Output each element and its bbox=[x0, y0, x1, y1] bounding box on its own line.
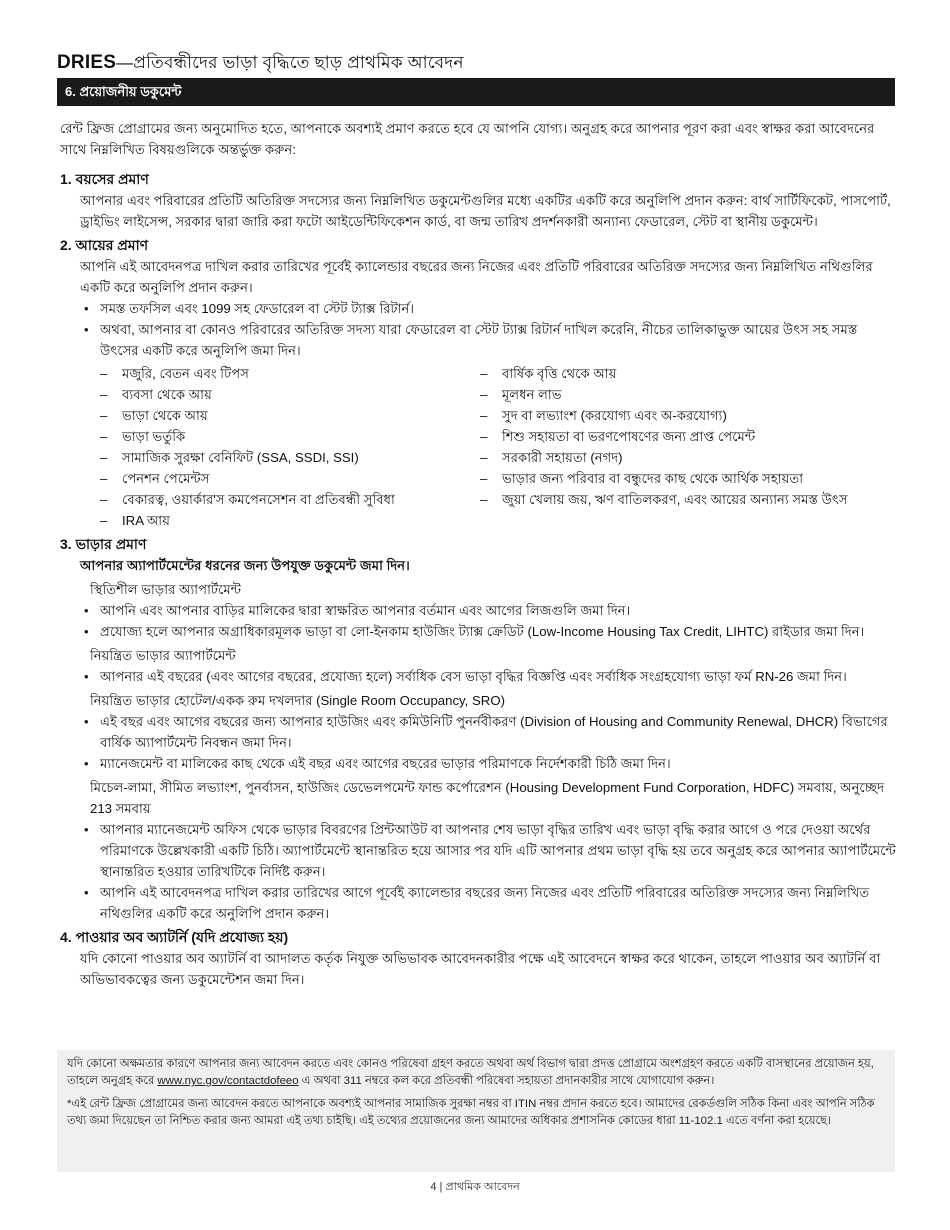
section-header-bar: 6. প্রয়োজনীয় ডকুমেন্ট bbox=[57, 78, 895, 106]
ssn-notice: *এই রেন্ট ফ্রিজ প্রোগ্রামের জন্য আবেদন করতে আপনাকে অবশ্যই আপনার সামাজিক সুরক্ষা নম্বর বা ITIN নম্বর প্রদান করতে হবে। আমাদের রেকর্ডগুলি সঠিক কিনা এবং আপনি সঠিক তথ্য জমা দিয়েছেন তা নিশ্চিত করার জন্য আমরা এই তথ্য চাইছি। এই তথ্যের প্রয়োজনের জন্য আমাদের অধিকার প্রশাসনিক কোডের ধারা 11-102.1 এতে বর্ণনা করা হয়েছে। bbox=[67, 1098, 875, 1127]
income-source-item: – ভাড়া ভর্তুকি bbox=[100, 426, 480, 447]
rent-controlled-bullet: • আপনার এই বছরের (এবং আগের বছরের, প্রযোজ্য হলে) সর্বাধিক বেস ভাড়া বৃদ্ধির বিজ্ঞপ্তি এবং সর্বাধিক সংগ্রহযোগ্য ভাড়া ফর্ম RN-26 জমা দিন। bbox=[100, 666, 896, 687]
rent-controlled-bullets bbox=[60, 666, 896, 687]
age-proof-heading: 1. বয়সের প্রমাণ bbox=[60, 171, 149, 187]
sro-bullet: • ম্যানেজমেন্ট বা মালিকের কাছ থেকে এই বছর এবং আগের বছরের ভাড়ার পরিমাণকে নির্দেশকারী চিঠি জমা দিন। bbox=[100, 753, 896, 774]
power-of-attorney-text: যদি কোনো পাওয়ার অব অ্যাটর্নি বা আদালত কর্তৃক নিযুক্ত অভিভাবক আবেদনকারীর পক্ষে এই আবেদনে স্বাক্ষর করে থাকেন, তাহলে পাওয়ার অব অ্যাটর্নি বা অভিভাবকত্বের জন্য ডকুমেন্টেশন জমা দিন। bbox=[80, 951, 881, 987]
income-bullets bbox=[60, 298, 896, 361]
page-number: 4 | প্রাথমিক আবেদন bbox=[430, 1181, 520, 1193]
income-source-item: – ব্যবসা থেকে আয় bbox=[100, 384, 480, 405]
income-sources-columns bbox=[60, 363, 896, 531]
income-source-item: – সরকারী সহায়তা (নগদ) bbox=[480, 447, 880, 468]
power-of-attorney-heading: 4. পাওয়ার অব অ্যাটর্নি (যদি প্রযোজ্য হয়) bbox=[60, 929, 289, 945]
income-proof-section bbox=[60, 235, 896, 531]
rent-stabilized-bullet: • আপনি এবং আপনার বাড়ির মালিকের দ্বারা স্বাক্ষরিত আপনার বর্তমান এবং আগের লিজগুলি জমা দিন। bbox=[100, 600, 896, 621]
income-source-item: – পেনশন পেমেন্টস bbox=[100, 468, 480, 489]
accessibility-notice bbox=[67, 1056, 885, 1090]
power-of-attorney-section bbox=[60, 927, 896, 990]
income-source-item: – IRA আয় bbox=[100, 510, 480, 531]
income-source-item: – জুয়া খেলায় জয়, ঋণ বাতিলকরণ, এবং আয়ের অন্যান্য সমস্ত উৎস bbox=[480, 489, 880, 510]
income-source-item: – শিশু সহায়তা বা ভরণপোষণের জন্য প্রাপ্ত পেমেন্ট bbox=[480, 426, 880, 447]
sro-title: নিয়ন্ত্রিত ভাড়ার হোটেল/একক রুম দখলদার (Single Room Occupancy, SRO) bbox=[90, 693, 505, 708]
contact-link[interactable]: www.nyc.gov/contactdofeeo bbox=[157, 1075, 299, 1087]
mitchell-lama-bullet: • আপনার ম্যানেজমেন্ট অফিস থেকে ভাড়ার বিবরণের প্রিন্টআউট বা আপনার শেষ ভাড়া বৃদ্ধির তারিখ এবং ভাড়া বৃদ্ধি করার আগে ও পরে দেওয়া অর্থের পরিমাণকে উল্লেখকারী একটি চিঠি। অ্যাপার্টমেন্টে স্থানান্তরিত হয়ে আসার পর যদি এটি আপনার প্রথম ভাড়া বৃদ্ধি হয় তবে অনুগ্রহ করে আপনার অ্যাপার্টমেন্টে স্থানান্তরিত হওয়ার তারিখটিকে নির্দিষ্ট করুন। bbox=[100, 819, 896, 882]
rent-proof-section bbox=[60, 534, 896, 924]
mitchell-lama-title: মিচেল-লামা, সীমিত লভ্যাংশ, পুনর্বাসন, হাউজিং ডেভেলপমেন্ট ফান্ড কর্পোরেশন (Housing Development Fund Corporation, HDFC) সমবায়, অনুচ্ছেদ 213 সমবায় bbox=[90, 780, 885, 816]
income-bullet-other-sources: • অথবা, আপনার বা কোনও পরিবারের অতিরিক্ত সদস্য যারা ফেডারেল বা স্টেট ট্যাক্স রিটার্ন দাখিল করেনি, নীচের তালিকাভুক্ত আয়ের উৎস সহ সমস্ত উৎসের একটি করে অনুলিপি জমা দিন। bbox=[100, 319, 896, 361]
income-source-item: – বার্ষিক বৃত্তি থেকে আয় bbox=[480, 363, 880, 384]
sro-bullets bbox=[60, 711, 896, 774]
footer-notice-box bbox=[57, 1050, 895, 1172]
income-source-item: – সুদ বা লভ্যাংশ (করযোগ্য এবং অ-করযোগ্য) bbox=[480, 405, 880, 426]
rent-stabilized-bullet: • প্রযোজ্য হলে আপনার অগ্রাধিকারমূলক ভাড়া বা লো-ইনকাম হাউজিং ট্যাক্স ক্রেডিট (Low-Income Housing Tax Credit, LIHTC) রাইডার জমা দিন। bbox=[100, 621, 896, 642]
income-sources-right bbox=[480, 363, 880, 531]
income-source-item: – মূলধন লাভ bbox=[480, 384, 880, 405]
rent-controlled-title: নিয়ন্ত্রিত ভাড়ার অ্যাপার্টমেন্ট bbox=[90, 648, 236, 663]
income-source-item: – মজুরি, বেতন এবং টিপস bbox=[100, 363, 480, 384]
intro-paragraph: রেন্ট ফ্রিজ প্রোগ্রামের জন্য অনুমোদিত হতে, আপনাকে অবশ্যই প্রমাণ করতে হবে যে আপনি যোগ্য। অনুগ্রহ করে আপনার পূরণ করা এবং স্বাক্ষর করা আবেদনের সাথে নিম্নলিখিত বিষয়গুলিকে অন্তর্ভুক্ত করুন: bbox=[60, 121, 875, 157]
document-title bbox=[57, 50, 464, 78]
mitchell-lama-bullet: • আপনি এই আবেদনপত্র দাখিল করার তারিখের আগে পূর্বেই ক্যালেন্ডার বছরের জন্য নিজের এবং প্রতিটি পরিবারের অতিরিক্ত সদস্যের জন্য নিম্নলিখিত নথিগুলির একটি করে অনুলিপি প্রদান করুন। bbox=[100, 882, 896, 924]
income-bullet-tax-return: • সমস্ত তফসিল এবং 1099 সহ ফেডারেল বা স্টেট ট্যাক্স রিটার্ন। bbox=[100, 298, 896, 319]
rent-proof-heading: 3. ভাড়ার প্রমাণ bbox=[60, 536, 147, 552]
mitchell-lama-bullets bbox=[60, 819, 896, 924]
age-proof-text: আপনার এবং পরিবারের প্রতিটি অতিরিক্ত সদস্যের জন্য নিম্নলিখিত ডকুমেন্টগুলির মধ্যে একটির একটি করে অনুলিপি প্রদান করুন: বার্থ সার্টিফিকেট, পাসপোর্ট, ড্রাইভিং লাইসেন্স, সরকার দ্বারা জারি করা ফটো আইডেন্টিফিকেশন কার্ড, বা জন্ম তারিখ প্রদর্শনকারী অন্যান্য ফেডারেল, স্টেট বা স্থানীয় ডকুমেন্ট। bbox=[80, 193, 891, 229]
rent-proof-subheading: আপনার অ্যাপার্টমেন্টের ধরনের জন্য উপযুক্ত ডকুমেন্ট জমা দিন। bbox=[80, 558, 410, 573]
income-source-item: – বেকারত্ব, ওয়ার্কার'স কমপেনসেশন বা প্রতিবন্ধী সুবিধা bbox=[100, 489, 480, 510]
age-proof-section bbox=[60, 169, 896, 232]
rent-stabilized-title: স্থিতিশীল ভাড়ার অ্যাপার্টমেন্ট bbox=[90, 582, 242, 597]
income-source-item: – ভাড়ার জন্য পরিবার বা বন্ধুদের কাছ থেকে আর্থিক সহায়তা bbox=[480, 468, 880, 489]
document-body bbox=[60, 118, 896, 990]
title-acronym: DRIES bbox=[57, 52, 117, 73]
title-text: —প্রতিবন্ধীদের ভাড়া বৃদ্ধিতে ছাড় প্রাথমিক আবেদন bbox=[116, 53, 464, 72]
accessibility-notice-text: যদি কোনো অক্ষমতার কারণে আপনার জন্য আবেদন করতে এবং কোনও পরিষেবা গ্রহণ করতে অথবা অর্থ বিভাগ দ্বারা প্রদত্ত প্রোগ্রামে অংশগ্রহণ করতে একটি বাসস্থানের প্রয়োজন হয়, তাহলে অনুগ্রহ করে bbox=[67, 1058, 874, 1087]
income-proof-text: আপনি এই আবেদনপত্র দাখিল করার তারিখের পূর্বেই ক্যালেন্ডার বছরের জন্য নিজের এবং প্রতিটি পরিবারের অতিরিক্ত সদস্যের জন্য নিম্নলিখিত নথিগুলির একটি করে অনুলিপি প্রদান করুন। bbox=[80, 259, 873, 295]
rent-stabilized-bullets bbox=[60, 600, 896, 642]
income-source-item: – সামাজিক সুরক্ষা বেনিফিট (SSA, SSDI, SSI) bbox=[100, 447, 480, 468]
income-proof-heading: 2. আয়ের প্রমাণ bbox=[60, 237, 149, 253]
sro-bullet: • এই বছর এবং আগের বছরের জন্য আপনার হাউজিং এবং কমিউনিটি পুনর্নবীকরণ (Division of Housing and Community Renewal, DHCR) বিভাগের বার্ষিক অ্যাপার্টমেন্ট নিবন্ধন জমা দিন। bbox=[100, 711, 896, 753]
accessibility-notice-text-end: এ অথবা 311 নম্বরে কল করে প্রতিবন্ধী পরিষেবা সহায়তা প্রদানকারীর সাথে যোগাযোগ করুন। bbox=[298, 1075, 715, 1087]
income-source-item: – ভাড়া থেকে আয় bbox=[100, 405, 480, 426]
income-sources-left bbox=[100, 363, 480, 531]
